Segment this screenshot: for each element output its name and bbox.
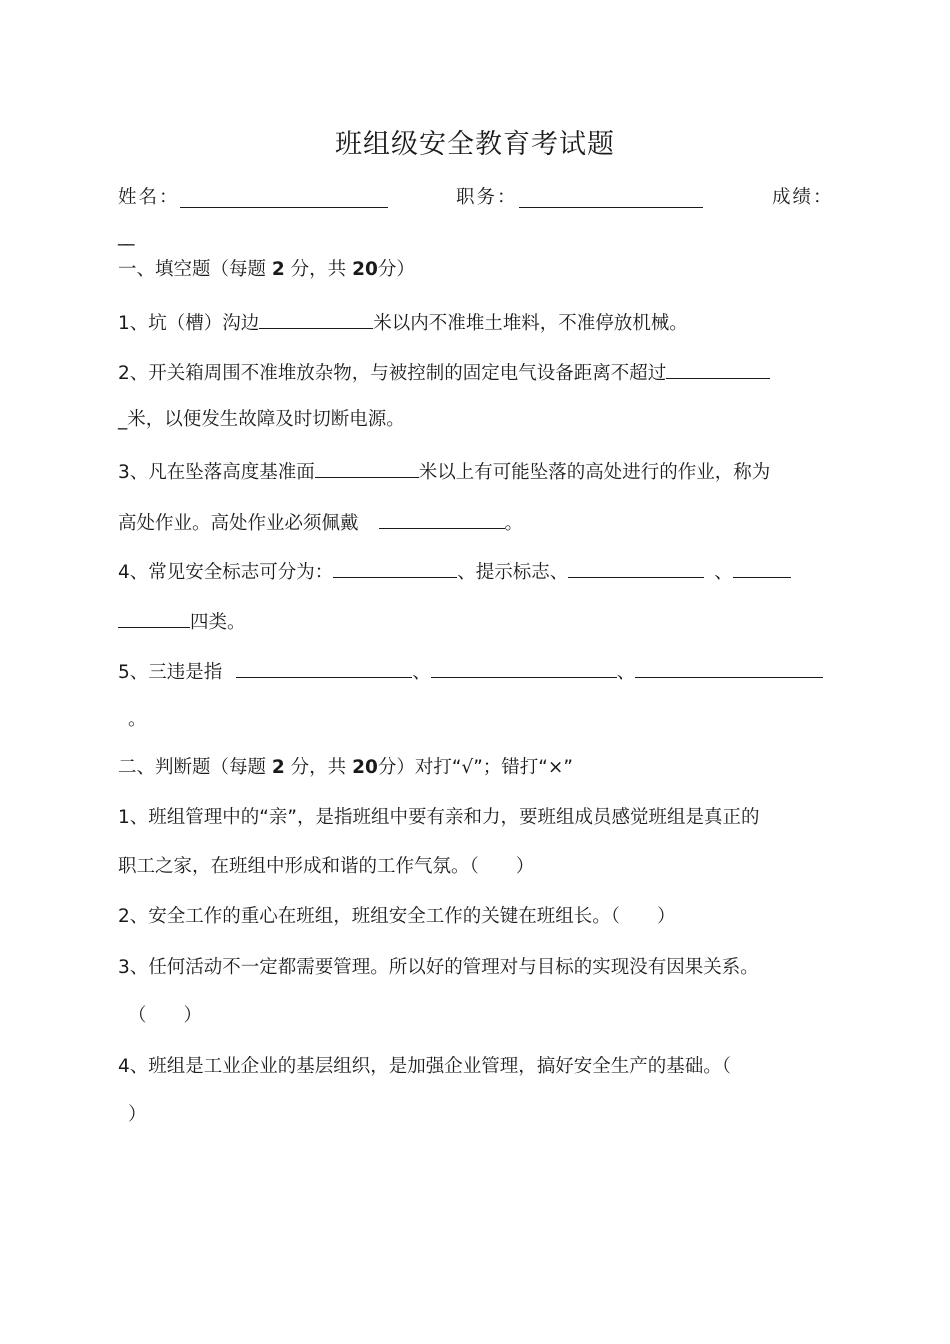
answer-blank[interactable] — [259, 306, 373, 329]
judge-question-4 — [118, 1053, 838, 1081]
question-text: 5、三违是指 — [118, 662, 223, 683]
section-2-points: 2 — [271, 757, 285, 778]
answer-blank[interactable] — [118, 605, 190, 628]
fill-question-5 — [118, 655, 838, 687]
section-2-heading-suffix: 分）对打“√”；错打“×” — [377, 757, 573, 778]
section-1-total: 20 — [352, 259, 378, 280]
page-title: 班组级安全教育考试题 — [335, 129, 615, 160]
question-text: 2、安全工作的重心在班组，班组安全工作的关键在班组长。（ ） — [118, 906, 676, 927]
question-text: 高处作业。高处作业必须佩戴 — [118, 513, 359, 534]
question-text: 米以内不准堆土堆料，不准停放机械。 — [373, 313, 688, 334]
judge-question-1-cont — [118, 853, 838, 881]
answer-blank[interactable] — [733, 555, 791, 578]
judge-question-1 — [118, 804, 838, 832]
name-field[interactable] — [180, 185, 388, 208]
fill-question-4 — [118, 555, 838, 587]
question-text: 3、凡在坠落高度基准面 — [118, 462, 315, 483]
question-text: ） — [128, 1104, 147, 1125]
fill-question-2-cont — [118, 406, 838, 434]
section-2-total: 20 — [352, 757, 378, 778]
judge-question-2 — [118, 903, 838, 931]
section-1-heading-text: 一、填空题（每题 — [118, 259, 267, 280]
question-text: 。 — [504, 513, 524, 534]
section-1-heading — [118, 256, 838, 284]
fill-question-3 — [118, 455, 838, 487]
question-text: 4、班组是工业企业的基层组织，是加强企业管理，搞好安全生产的基础。（ — [118, 1056, 732, 1077]
fill-question-1 — [118, 306, 838, 338]
score-label: 成绩： — [772, 187, 834, 208]
section-1-heading-suffix: 分） — [377, 259, 415, 280]
question-text: 、 — [714, 562, 733, 583]
question-text: 。 — [128, 709, 147, 730]
question-text: 2、开关箱周围不准堆放杂物，与被控制的固定电气设备距离不超过 — [118, 363, 667, 384]
answer-blank[interactable] — [635, 655, 823, 678]
question-text: 4、常见安全标志可分为： — [118, 562, 334, 583]
answer-blank[interactable] — [379, 506, 505, 529]
question-text: 职工之家，在班组中形成和谐的工作气氛。（ ） — [118, 856, 535, 877]
position-field[interactable] — [519, 185, 703, 208]
answer-blank[interactable] — [568, 555, 704, 578]
question-text: 四类。 — [190, 612, 246, 633]
question-text: 、 — [616, 662, 636, 683]
judge-question-4-cont — [128, 1101, 848, 1129]
question-text: 3、任何活动不一定都需要管理。所以好的管理对与目标的实现没有因果关系。 — [118, 957, 759, 978]
fill-question-3-cont — [118, 506, 838, 538]
fill-question-5-cont — [128, 706, 848, 734]
judge-question-3-cont — [128, 1002, 848, 1030]
answer-blank[interactable] — [236, 655, 412, 678]
section-2-heading-text: 二、判断题（每题 — [118, 757, 267, 778]
question-text: _米，以便发生故障及时切断电源。 — [118, 409, 405, 430]
question-text: 米以上有可能坠落的高处进行的作业，称为 — [418, 462, 771, 483]
section-2-heading-mid: 分，共 — [290, 757, 347, 778]
question-text: 、 — [412, 662, 431, 683]
name-label: 姓名： — [118, 187, 180, 208]
question-text: （ ） — [128, 1005, 203, 1026]
question-text: 1、坑（槽）沟边 — [118, 313, 260, 334]
fill-question-2 — [118, 356, 838, 388]
section-2-heading — [118, 754, 838, 782]
question-text: 1、班组管理中的“亲”，是指班组中要有亲和力，要班组成员感觉班组是真正的 — [118, 807, 760, 828]
answer-blank[interactable] — [431, 655, 617, 678]
section-1-heading-mid: 分，共 — [290, 259, 347, 280]
answer-blank[interactable] — [333, 555, 457, 578]
answer-blank[interactable] — [315, 455, 419, 478]
position-label: 职务： — [456, 187, 518, 208]
question-text: 、提示标志、 — [457, 562, 569, 583]
score-field[interactable]: __ — [118, 225, 133, 246]
fill-question-4-cont — [118, 605, 838, 637]
judge-question-3 — [118, 954, 838, 982]
section-1-points: 2 — [271, 259, 285, 280]
answer-blank[interactable] — [666, 356, 770, 379]
